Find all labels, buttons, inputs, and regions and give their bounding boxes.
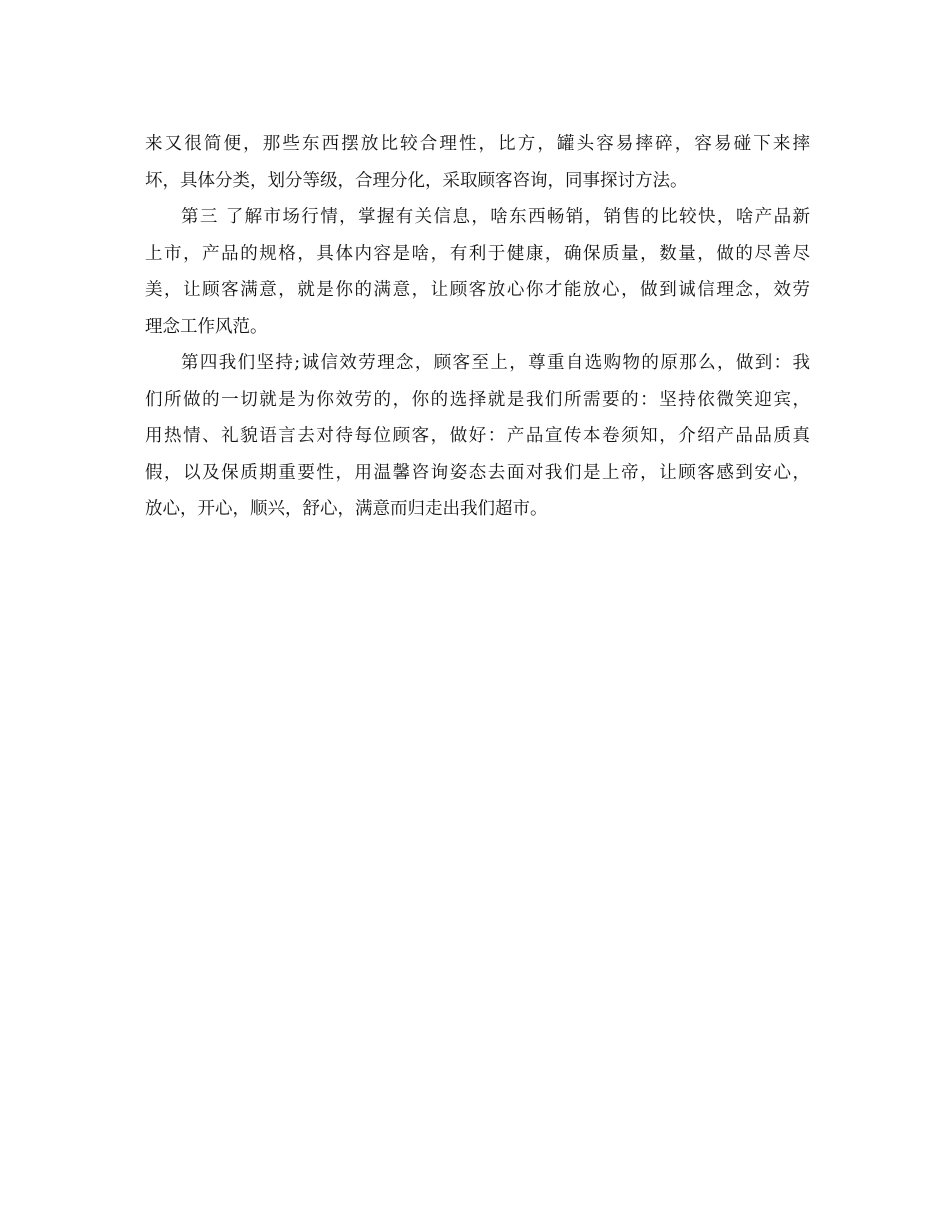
text-line: 们所做的一切就是为你效劳的，你的选择就是我们所需要的：坚持依微笑迎宾，: [145, 389, 810, 410]
text-line: 用热情、礼貌语言去对待每位顾客，做好：产品宣传本卷须知，介绍产品品质真: [145, 426, 810, 446]
text-line: 坏，具体分类，划分等级，合理分化，采取顾客咨询，同事探讨方法。: [145, 170, 688, 191]
text-line: 第三 了解市场行情，掌握有关信息，啥东西畅销，销售的比较快，啥产品新: [181, 207, 810, 227]
paragraph-continuation: [145, 126, 810, 199]
text-line: 来又很简便，那些东西摆放比较合理性，比方，罐头容易摔碎，容易碰下来摔: [145, 134, 810, 154]
text-line: 放心，开心，顺兴，舒心，满意而归走出我们超市。: [145, 499, 548, 519]
text-line: 美，让顾客满意，就是你的满意，让顾客放心你才能放心，做到诚信理念，效劳: [145, 280, 810, 300]
text-line: 第四我们坚持;诚信效劳理念，顾客至上，尊重自选购物的原那么，做到：我: [181, 353, 810, 373]
document-body: [145, 126, 810, 528]
text-line: 理念工作风范。: [145, 316, 268, 337]
paragraph-fourth: [145, 345, 810, 528]
paragraph-third: [145, 199, 810, 345]
text-line: 上市，产品的规格，具体内容是啥，有利于健康，确保质量，数量，做的尽善尽: [145, 243, 810, 264]
text-line: 假，以及保质期重要性，用温馨咨询姿态去面对我们是上帝，让顾客感到安心，: [145, 462, 810, 483]
